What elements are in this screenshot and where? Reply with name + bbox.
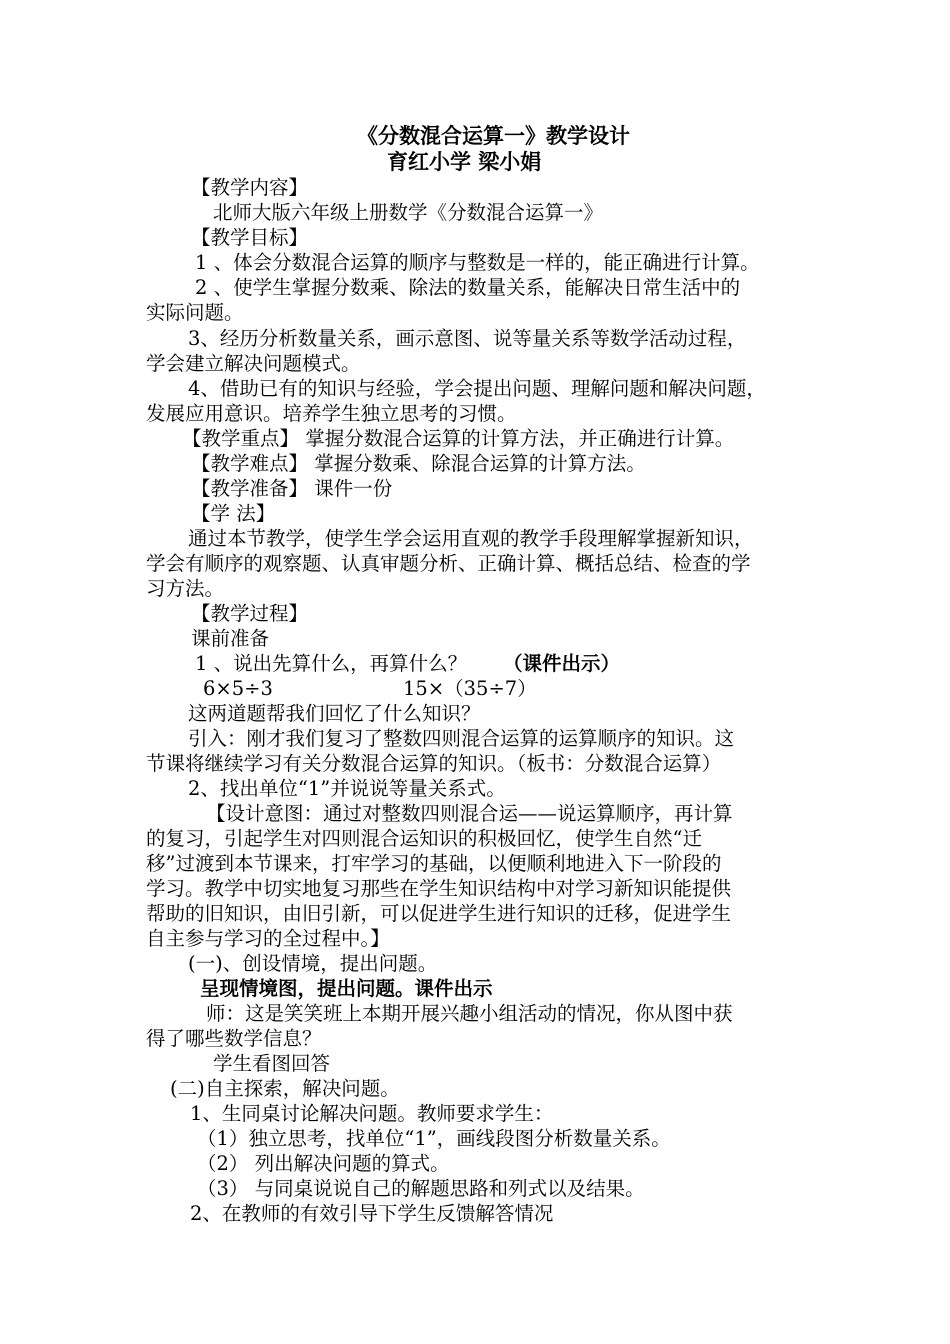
paragraph-line: 学会有顺序的观察题、认真审题分析、正确计算、概括总结、检查的学 bbox=[146, 552, 751, 575]
paragraph-line: 1、生同桌讨论解决问题。教师要求学生： bbox=[190, 1102, 554, 1125]
list-item: （3） 与同桌说说自己的解题思路和列式以及结果。 bbox=[197, 1177, 645, 1200]
paragraph-line: 北师大版六年级上册数学《分数混合运算一》 bbox=[213, 201, 604, 224]
paragraph-line: 学会建立解决问题模式。 bbox=[146, 352, 361, 375]
difficulty-line: 【教学难点】 掌握分数乘、除混合运算的计算方法。 bbox=[191, 452, 646, 475]
paragraph-line: 课前准备 bbox=[191, 627, 270, 650]
paragraph-line: 2、找出单位“1”并说说等量关系式。 bbox=[188, 777, 506, 800]
list-item: （1）独立思考，找单位“1”，画线段图分析数量关系。 bbox=[197, 1127, 671, 1150]
paragraph-line: 移”过渡到本节课来，打牢学习的基础，以便顺利地进入下一阶段的 bbox=[146, 852, 722, 875]
section-heading: 【教学过程】 bbox=[191, 602, 309, 625]
math-expression: 15×（35÷7） bbox=[403, 677, 537, 700]
paragraph-line: 师：这是笑笑班上本期开展兴趣小组活动的情况，你从图中获 bbox=[206, 1002, 733, 1025]
document-title: 《分数混合运算一》教学设计 bbox=[357, 123, 630, 148]
subsection-heading: (一)、创设情境，提出问题。 bbox=[188, 952, 438, 975]
paragraph-line: 1 、体会分数混合运算的顺序与整数是一样的，能正确进行计算。 bbox=[195, 251, 760, 274]
section-heading: 【学 法】 bbox=[191, 502, 276, 525]
paragraph-line: 通过本节教学，使学生学会运用直观的教学手段理解掌握新知识， bbox=[188, 527, 754, 550]
paragraph-line: 引入：刚才我们复习了整数四则混合运算的运算顺序的知识。这 bbox=[188, 727, 735, 750]
paragraph-line: 的复习，引起学生对四则混合运知识的积极回忆，使学生自然“迁 bbox=[146, 827, 702, 850]
paragraph-line: 学习。教学中切实地复习那些在学生知识结构中对学习新知识能提供 bbox=[146, 877, 732, 900]
section-heading: 【教学内容】 bbox=[191, 176, 309, 199]
question-line: 1 、说出先算什么，再算什么？ bbox=[195, 652, 468, 675]
bold-instruction: 呈现情境图，提出问题。课件出示 bbox=[200, 977, 493, 1000]
paragraph-line: 2 、使学生掌握分数乘、除法的数量关系，能解决日常生活中的 bbox=[195, 276, 741, 299]
paragraph-line: 帮助的旧知识，由旧引新，可以促进学生进行知识的迁移，促进学生 bbox=[146, 902, 732, 925]
paragraph-line: 习方法。 bbox=[146, 577, 225, 600]
paragraph-line: 3、经历分析数量关系，画示意图、说等量关系等数学活动过程， bbox=[188, 327, 747, 350]
paragraph-line: 得了哪些数学信息？ bbox=[146, 1027, 322, 1050]
paragraph-line: 2、在教师的有效引导下学生反馈解答情况 bbox=[190, 1202, 554, 1225]
author-line: 育红小学 梁小娟 bbox=[387, 149, 542, 174]
paragraph-line: 【设计意图：通过对整数四则混合运——说运算顺序，再计算 bbox=[206, 802, 733, 825]
paragraph-line: 4、借助已有的知识与经验，学会提出问题、理解问题和解决问题， bbox=[188, 377, 766, 400]
paragraph-line: 节课将继续学习有关分数混合运算的知识。（板书：分数混合运算） bbox=[146, 752, 722, 775]
paragraph-line: 学生看图回答 bbox=[213, 1052, 331, 1075]
subsection-heading: (二)自主探索，解决问题。 bbox=[170, 1077, 400, 1100]
math-expression: 6×5÷3 bbox=[203, 677, 273, 700]
paragraph-line: 发展应用意识。培养学生独立思考的习惯。 bbox=[146, 402, 517, 425]
paragraph-line: 自主参与学习的全过程中。】 bbox=[146, 927, 390, 950]
section-heading: 【教学目标】 bbox=[191, 226, 309, 249]
key-point-line: 【教学重点】 掌握分数混合运算的计算方法，并正确进行计算。 bbox=[182, 427, 735, 450]
paragraph-line: 实际问题。 bbox=[146, 301, 244, 324]
courseware-note: （课件出示） bbox=[503, 652, 621, 675]
preparation-line: 【教学准备】 课件一份 bbox=[191, 477, 393, 500]
paragraph-line: 这两道题帮我们回忆了什么知识？ bbox=[188, 702, 481, 725]
list-item: （2） 列出解决问题的算式。 bbox=[197, 1152, 450, 1175]
